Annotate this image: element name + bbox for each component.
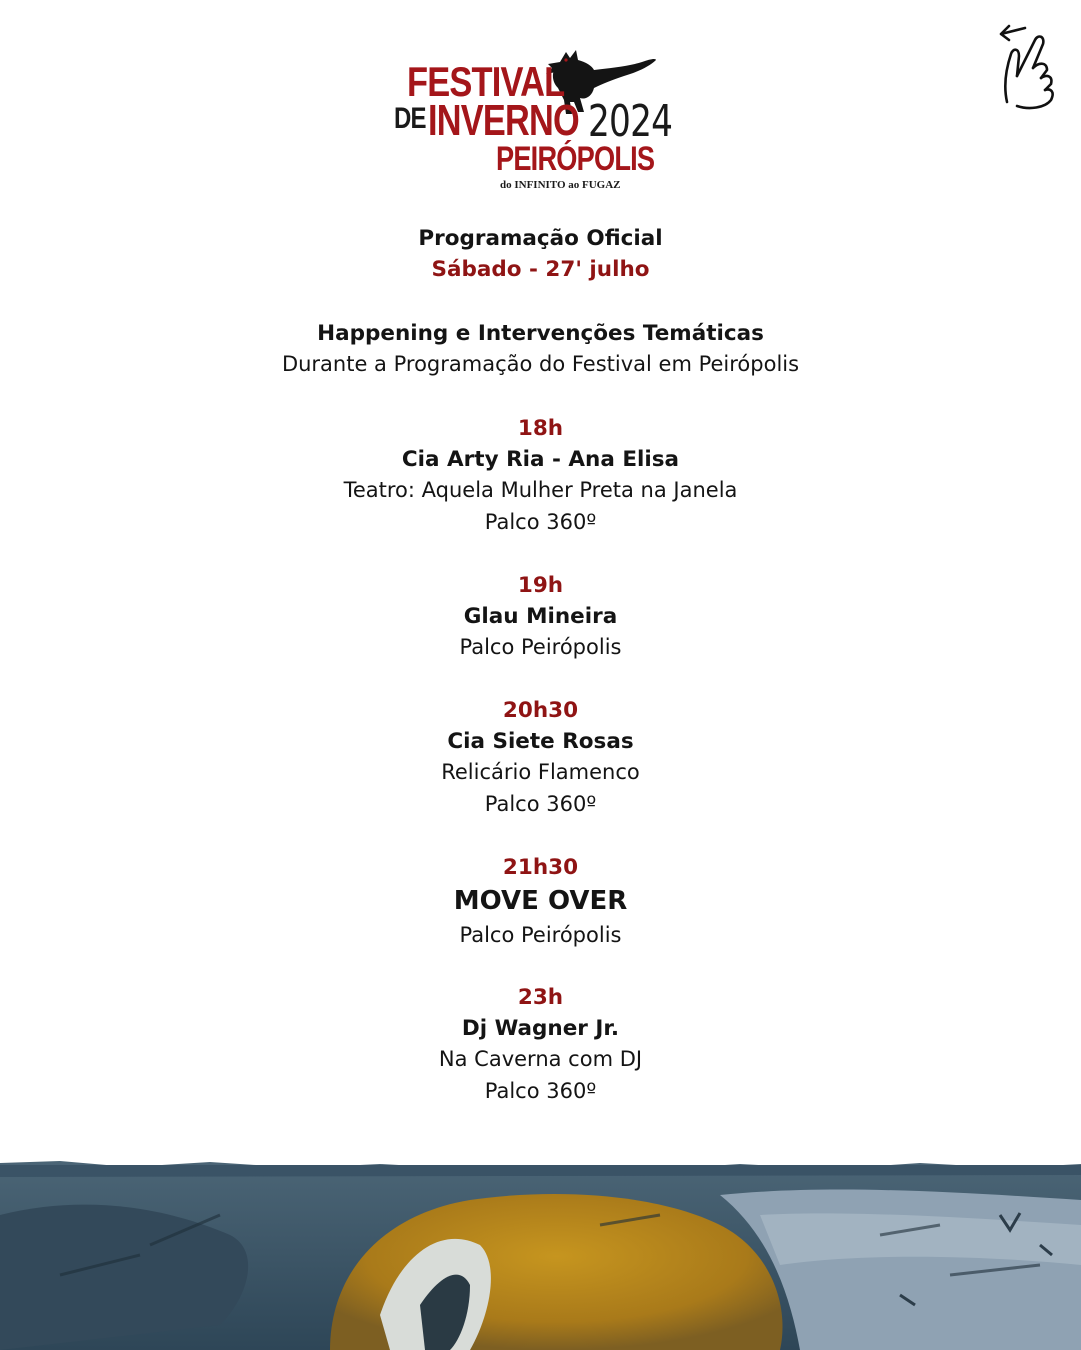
event-time: 23h (517, 985, 564, 1010)
event-stage: Palco 360º (484, 1079, 597, 1103)
program-title: Programação Oficial (418, 226, 663, 251)
event-artist: Cia Siete Rosas (447, 729, 634, 754)
event-show: Na Caverna com DJ (438, 1047, 643, 1071)
event-artist: Cia Arty Ria - Ana Elisa (401, 447, 680, 472)
program-date: Sábado - 27' julho (431, 257, 650, 282)
event-time: 19h (517, 573, 564, 598)
logo-peiropolis: PEIRÓPOLIS (496, 140, 655, 178)
intro-title: Happening e Intervenções Temáticas (317, 321, 764, 346)
swipe-hand-icon[interactable] (995, 18, 1061, 112)
logo-inverno: INVERNO (428, 96, 579, 145)
intro-subtitle: Durante a Programação do Festival em Peirópolis (281, 352, 800, 376)
event-artist: Glau Mineira (463, 604, 618, 629)
event-stage: Palco Peirópolis (459, 635, 622, 659)
event-stage: Palco 360º (484, 792, 597, 816)
event-show: Teatro: Aquela Mulher Preta na Janela (343, 478, 738, 502)
logo-de: DE (394, 102, 426, 135)
event-artist: MOVE OVER (453, 886, 628, 916)
event-stage: Palco 360º (484, 510, 597, 534)
logo-tagline: do INFINITO ao FUGAZ (500, 179, 621, 191)
event-time: 18h (517, 416, 564, 441)
logo-year: 2024 (588, 96, 673, 147)
painting-image (0, 1155, 1081, 1350)
event-artist: Dj Wagner Jr. (461, 1016, 620, 1041)
event-stage: Palco Peirópolis (459, 923, 622, 947)
event-show: Relicário Flamenco (441, 760, 640, 784)
event-time: 21h30 (502, 855, 579, 880)
festival-logo (380, 40, 700, 200)
logo-festival: FESTIVAL (407, 58, 565, 105)
event-time: 20h30 (502, 698, 579, 723)
